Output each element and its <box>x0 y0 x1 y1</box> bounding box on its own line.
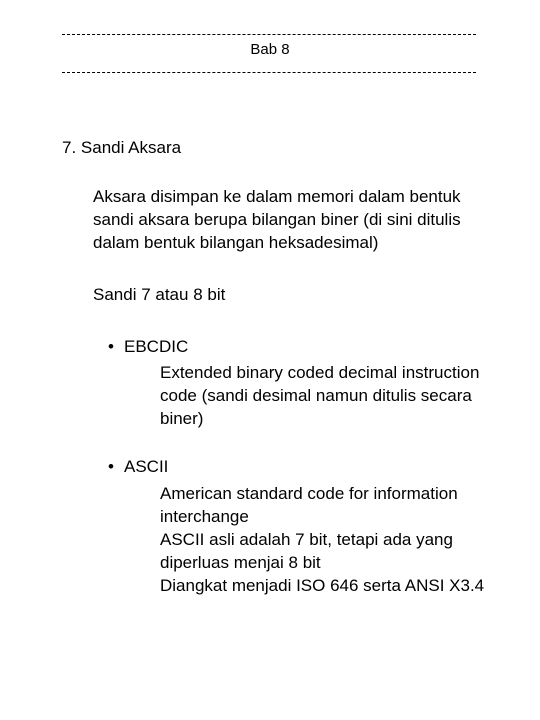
description-line: Diangkat menjadi ISO 646 serta ANSI X3.4 <box>160 576 485 595</box>
bullet-label: ASCII <box>124 457 169 476</box>
bits-paragraph: Sandi 7 atau 8 bit <box>93 285 226 304</box>
intro-line: sandi aksara berupa bilangan biner (di sini ditulis <box>93 210 461 229</box>
bullet-item-ascii <box>108 456 168 478</box>
description-line: Extended binary coded decimal instruction <box>160 363 480 382</box>
description-line: interchange <box>160 507 249 526</box>
bullet-icon: • <box>108 337 114 356</box>
description-line: ASCII asli adalah 7 bit, tetapi ada yang <box>160 530 453 549</box>
description-line: American standard code for information <box>160 484 458 503</box>
description-line: diperluas menjai 8 bit <box>160 553 321 572</box>
section-title: 7. Sandi Aksara <box>62 138 182 157</box>
ascii-description <box>160 482 520 597</box>
page-header-title: Bab 8 <box>250 41 290 58</box>
intro-line: Aksara disimpan ke dalam memori dalam bentuk <box>93 187 461 206</box>
description-line: code (sandi desimal namun ditulis secara <box>160 386 472 405</box>
bullet-item-ebcdic <box>108 336 188 358</box>
description-line: biner) <box>160 409 204 428</box>
bullet-label: EBCDIC <box>124 337 189 356</box>
header-top-rule <box>62 34 476 35</box>
bullet-icon: • <box>108 457 114 476</box>
ebcdic-description <box>160 361 520 430</box>
intro-line: dalam bentuk bilangan heksadesimal) <box>93 233 379 252</box>
intro-paragraph <box>93 185 513 254</box>
header-bottom-rule <box>62 72 476 73</box>
